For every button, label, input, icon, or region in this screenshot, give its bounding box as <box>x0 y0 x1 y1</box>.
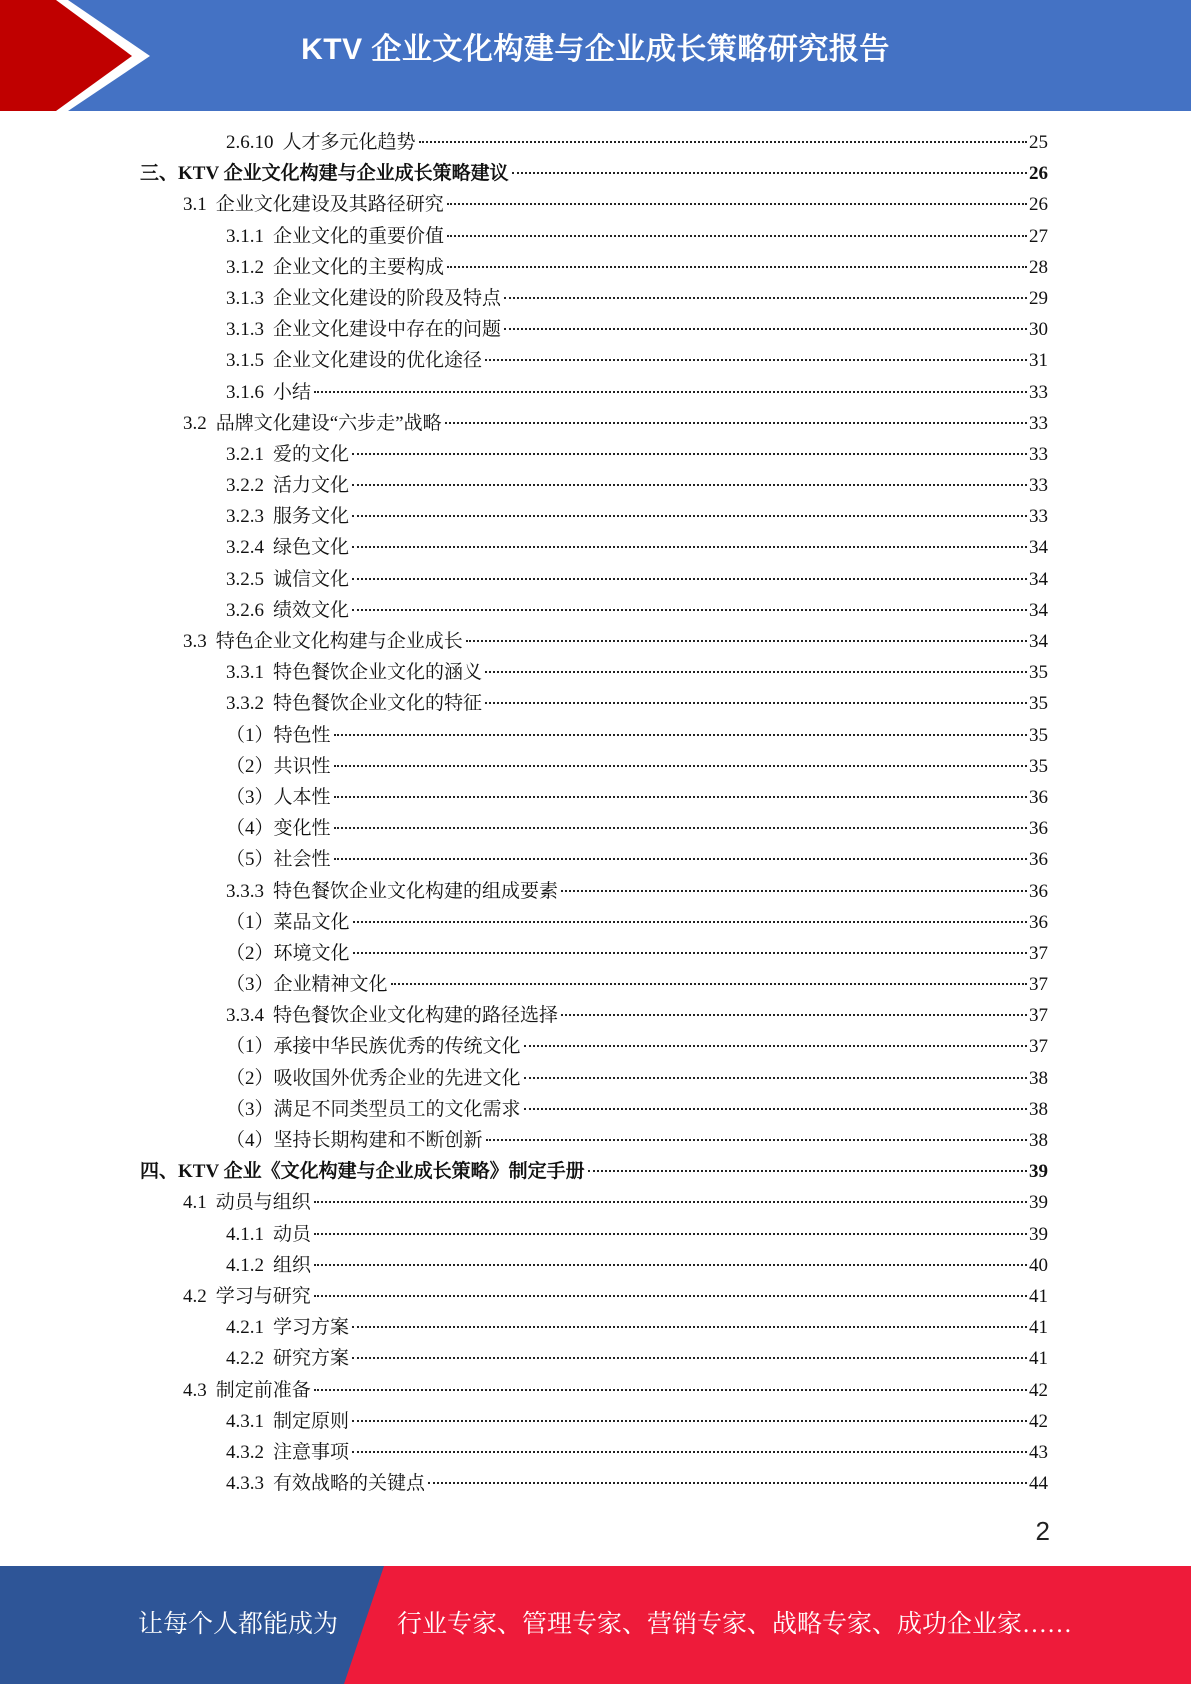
toc-entry[interactable] <box>140 314 1048 345</box>
toc-entry-number: （2） <box>226 942 274 964</box>
toc-entry-page: 33 <box>1029 412 1048 434</box>
toc-entry-title: 特色餐饮企业文化的特征 <box>273 693 483 715</box>
page-footer <box>0 1566 1191 1684</box>
toc-dot-leader <box>352 453 1027 455</box>
toc-dot-leader <box>524 1045 1027 1047</box>
toc-dot-leader <box>561 890 1027 892</box>
toc-entry-page: 31 <box>1029 350 1048 372</box>
toc-entry-title: 满足不同类型员工的文化需求 <box>273 1098 521 1120</box>
toc-dot-leader <box>334 858 1027 860</box>
toc-entry-number: 4.1 <box>183 1192 207 1214</box>
toc-entry[interactable] <box>140 221 1048 252</box>
toc-entry-title: 人本性 <box>273 786 331 808</box>
toc-entry-page: 44 <box>1029 1473 1048 1495</box>
toc-dot-leader <box>486 1139 1027 1141</box>
toc-entry[interactable] <box>140 189 1048 220</box>
toc-entry[interactable] <box>140 252 1048 283</box>
toc-dot-leader <box>314 391 1027 393</box>
toc-entry-page: 35 <box>1029 755 1048 777</box>
toc-entry-number: 3.1 <box>183 194 207 216</box>
toc-entry[interactable] <box>140 501 1048 532</box>
toc-entry-title: 承接中华民族优秀的传统文化 <box>273 1036 521 1058</box>
toc-entry[interactable] <box>140 813 1048 844</box>
toc-entry-number: 2.6.10 <box>226 132 274 153</box>
toc-dot-leader <box>334 796 1027 798</box>
toc-entry-page: 35 <box>1029 724 1048 746</box>
toc-entry[interactable] <box>140 564 1048 595</box>
toc-entry[interactable] <box>140 1375 1048 1406</box>
toc-entry-number: （3） <box>226 786 274 808</box>
toc-entry-number: 4.1.1 <box>226 1223 264 1245</box>
toc-entry-title: 绿色文化 <box>273 537 350 559</box>
toc-dot-leader <box>352 515 1027 517</box>
toc-entry-number: （2） <box>226 1067 274 1089</box>
toc-entry-number: （3） <box>226 1098 274 1120</box>
toc-entry-title: KTV 企业文化构建与企业成长策略建议 <box>178 163 509 185</box>
toc-entry-page: 36 <box>1029 786 1048 808</box>
toc-entry-number: 3.1.3 <box>226 287 264 309</box>
toc-entry-page: 39 <box>1029 1223 1048 1245</box>
toc-entry-page: 42 <box>1029 1410 1048 1432</box>
toc-entry[interactable] <box>140 1437 1048 1468</box>
toc-entry-page: 33 <box>1029 506 1048 528</box>
toc-entry-page: 34 <box>1029 599 1048 621</box>
toc-entry-number: 3.1.1 <box>226 225 264 247</box>
toc-entry[interactable] <box>140 720 1048 751</box>
toc-entry-number: 4.2.1 <box>226 1317 264 1339</box>
toc-entry-page: 39 <box>1029 1161 1048 1183</box>
toc-dot-leader <box>314 1264 1027 1266</box>
toc-entry-page: 27 <box>1029 225 1048 247</box>
toc-entry[interactable] <box>140 876 1048 907</box>
toc-dot-leader <box>485 359 1027 361</box>
toc-entry[interactable] <box>140 1031 1048 1062</box>
toc-dot-leader <box>314 1389 1027 1391</box>
toc-entry-number: （1） <box>226 911 274 933</box>
toc-entry-number: 三、 <box>140 163 179 185</box>
toc-entry[interactable] <box>140 907 1048 938</box>
toc-entry-number: （4） <box>226 1130 274 1151</box>
toc-entry[interactable] <box>140 1312 1048 1343</box>
toc-entry-title: 特色餐饮企业文化构建的组成要素 <box>273 880 559 902</box>
toc-dot-leader <box>352 609 1027 611</box>
toc-entry-number: 四、 <box>140 1161 179 1183</box>
toc-entry[interactable] <box>140 1094 1048 1125</box>
toc-entry-title: 企业文化的主要构成 <box>273 256 445 278</box>
toc-entry-page: 37 <box>1029 942 1048 964</box>
footer-slogan-left: 让每个人都能成为 <box>138 1611 339 1638</box>
toc-entry-page: 34 <box>1029 631 1048 652</box>
toc-entry-page: 36 <box>1029 880 1048 902</box>
toc-entry-number: 4.1.2 <box>226 1254 264 1276</box>
toc-entry-number: （3） <box>226 974 274 996</box>
toc-entry-number: 3.3.2 <box>226 693 264 715</box>
toc-entry-number: 3.3.4 <box>226 1005 264 1027</box>
toc-entry[interactable] <box>140 595 1048 626</box>
toc-dot-leader <box>447 266 1027 268</box>
toc-dot-leader <box>352 1326 1027 1328</box>
toc-dot-leader <box>588 1170 1027 1172</box>
toc-entry-number: 3.1.2 <box>226 256 264 278</box>
toc-entry[interactable] <box>140 1219 1048 1250</box>
toc-entry[interactable] <box>140 844 1048 875</box>
toc-dot-leader <box>447 235 1027 237</box>
toc-entry[interactable] <box>140 657 1048 688</box>
toc-entry[interactable] <box>140 1000 1048 1031</box>
toc-entry-page: 41 <box>1029 1317 1048 1339</box>
toc-entry-title: 变化性 <box>273 818 331 840</box>
toc-entry[interactable] <box>140 1281 1048 1312</box>
toc-dot-leader <box>428 1482 1027 1484</box>
toc-entry-title: 品牌文化建设“六步走”战略 <box>215 412 442 434</box>
toc-entry-page: 40 <box>1029 1254 1048 1276</box>
toc-entry-title: 学习方案 <box>273 1317 350 1339</box>
toc-entry-title: 组织 <box>273 1254 312 1276</box>
toc-dot-leader <box>512 172 1027 174</box>
toc-entry-page: 38 <box>1029 1067 1048 1089</box>
toc-dot-leader <box>314 1201 1027 1203</box>
toc-dot-leader <box>314 1233 1027 1235</box>
toc-entry-number: 4.3 <box>183 1379 207 1401</box>
toc-entry-page: 41 <box>1029 1285 1048 1307</box>
toc-entry[interactable] <box>140 439 1048 470</box>
toc-entry-title: 研究方案 <box>273 1348 350 1370</box>
toc-dot-leader <box>334 734 1027 736</box>
toc-entry-page: 36 <box>1029 818 1048 840</box>
toc-entry-page: 39 <box>1029 1192 1048 1214</box>
toc-dot-leader <box>334 765 1027 767</box>
toc-entry-number: 3.2.5 <box>226 568 264 590</box>
toc-entry[interactable] <box>140 751 1048 782</box>
toc-dot-leader <box>353 952 1027 954</box>
toc-entry[interactable] <box>140 626 1048 657</box>
toc-entry-number: （1） <box>226 724 274 746</box>
toc-entry-number: 3.3.1 <box>226 662 264 684</box>
toc-entry-title: 坚持长期构建和不断创新 <box>273 1130 483 1151</box>
toc-entry-number: 3.3.3 <box>226 880 264 902</box>
page-number: 2 <box>1035 1516 1050 1546</box>
toc-entry[interactable] <box>140 1343 1048 1374</box>
toc-entry-page: 28 <box>1029 256 1048 278</box>
toc-dot-leader <box>352 546 1027 548</box>
toc-entry-page: 38 <box>1029 1130 1048 1151</box>
toc-entry-page: 37 <box>1029 1005 1048 1027</box>
toc-entry-page: 35 <box>1029 662 1048 684</box>
toc-entry[interactable] <box>140 127 1048 158</box>
toc-entry-page: 29 <box>1029 287 1048 309</box>
toc-entry-page: 41 <box>1029 1348 1048 1370</box>
toc-entry-number: 4.3.3 <box>226 1473 264 1495</box>
toc-entry[interactable] <box>140 377 1048 408</box>
toc-entry-title: 企业文化建设中存在的问题 <box>273 319 502 341</box>
report-title: KTV 企业文化构建与企业成长策略研究报告 <box>301 33 890 66</box>
toc-entry[interactable] <box>140 1156 1048 1187</box>
toc-entry-title: 制定原则 <box>273 1410 350 1432</box>
toc-entry[interactable] <box>140 1468 1048 1499</box>
toc-entry-number: 3.1.5 <box>226 350 264 372</box>
toc-dot-leader <box>352 578 1027 580</box>
toc-entry[interactable] <box>140 688 1048 719</box>
toc-dot-leader <box>445 422 1027 424</box>
toc-entry-title: 制定前准备 <box>215 1379 311 1401</box>
toc-entry-title: 企业文化建设的优化途径 <box>273 350 483 372</box>
footer-slogan-right: 行业专家、管理专家、营销专家、战略专家、成功企业家…… <box>397 1611 1073 1638</box>
toc-dot-leader <box>352 484 1027 486</box>
toc-entry-title: 企业文化的重要价值 <box>273 225 445 247</box>
toc-entry-page: 26 <box>1029 163 1048 185</box>
toc-entry-title: 动员与组织 <box>215 1192 311 1214</box>
toc-entry-title: 共识性 <box>273 755 331 777</box>
toc-dot-leader <box>352 1357 1027 1359</box>
toc-entry-number: 3.1.3 <box>226 319 264 341</box>
toc-entry[interactable] <box>140 408 1048 439</box>
toc-entry-number: 4.2.2 <box>226 1348 264 1370</box>
toc-entry-page: 42 <box>1029 1379 1048 1401</box>
toc-entry-number: 3.2.1 <box>226 443 264 465</box>
toc-dot-leader <box>419 141 1027 143</box>
toc-entry-title: 服务文化 <box>273 506 350 528</box>
toc-entry-title: 环境文化 <box>273 942 350 964</box>
toc-entry-title: 菜品文化 <box>273 911 350 933</box>
toc-entry[interactable] <box>140 1063 1048 1094</box>
toc-entry-page: 34 <box>1029 537 1048 559</box>
toc-entry[interactable] <box>140 345 1048 376</box>
toc-entry-page: 36 <box>1029 911 1048 933</box>
toc-entry-title: 有效战略的关键点 <box>273 1473 426 1495</box>
page-header <box>0 0 1191 111</box>
toc-entry-page: 37 <box>1029 1036 1048 1058</box>
toc-entry-page: 36 <box>1029 849 1048 871</box>
toc-entry-page: 38 <box>1029 1098 1048 1120</box>
toc-entry-page: 37 <box>1029 974 1048 996</box>
toc-dot-leader <box>352 1451 1027 1453</box>
toc-entry-title: 特色餐饮企业文化构建的路径选择 <box>273 1005 559 1027</box>
toc-entry-page: 43 <box>1029 1441 1048 1463</box>
toc-entry-title: 企业文化建设的阶段及特点 <box>273 287 502 309</box>
toc-entry[interactable] <box>140 158 1048 189</box>
toc-entry-title: 企业精神文化 <box>273 974 388 996</box>
toc-entry-title: KTV 企业《文化构建与企业成长策略》制定手册 <box>178 1161 585 1183</box>
table-of-contents <box>140 127 1048 1499</box>
toc-entry-page: 34 <box>1029 568 1048 590</box>
toc-entry-title: 活力文化 <box>273 475 350 497</box>
toc-dot-leader <box>524 1077 1027 1079</box>
toc-entry[interactable] <box>140 470 1048 501</box>
toc-entry-page: 33 <box>1029 443 1048 465</box>
toc-entry-title: 吸收国外优秀企业的先进文化 <box>273 1067 521 1089</box>
toc-entry-page: 30 <box>1029 319 1048 341</box>
toc-entry-title: 爱的文化 <box>273 443 350 465</box>
toc-entry-number: 3.2.4 <box>226 537 264 559</box>
toc-entry[interactable] <box>140 1125 1048 1156</box>
toc-entry-number: （5） <box>226 849 274 871</box>
toc-entry-page: 35 <box>1029 693 1048 715</box>
toc-entry-number: 3.2.2 <box>226 475 264 497</box>
toc-entry-number: 3.2.3 <box>226 506 264 528</box>
toc-entry-title: 小结 <box>273 381 312 403</box>
toc-entry-number: 4.3.2 <box>226 1441 264 1463</box>
toc-dot-leader <box>504 297 1027 299</box>
toc-entry-number: （1） <box>226 1036 274 1058</box>
toc-entry-page: 26 <box>1029 194 1048 216</box>
toc-dot-leader <box>314 1295 1027 1297</box>
toc-entry-title: 人才多元化趋势 <box>282 132 416 153</box>
toc-entry-title: 绩效文化 <box>273 599 350 621</box>
toc-dot-leader <box>504 328 1027 330</box>
toc-dot-leader <box>466 640 1027 642</box>
toc-entry-title: 动员 <box>273 1223 312 1245</box>
toc-entry-number: 3.3 <box>183 631 207 652</box>
toc-dot-leader <box>391 983 1027 985</box>
toc-entry[interactable] <box>140 532 1048 563</box>
toc-dot-leader <box>447 203 1027 205</box>
toc-entry-number: 3.2.6 <box>226 599 264 621</box>
toc-entry-title: 注意事项 <box>273 1441 350 1463</box>
toc-dot-leader <box>334 827 1027 829</box>
toc-entry[interactable] <box>140 1187 1048 1218</box>
toc-entry[interactable] <box>140 1250 1048 1281</box>
toc-entry-number: 4.2 <box>183 1285 207 1307</box>
toc-entry-page: 33 <box>1029 381 1048 403</box>
toc-entry-title: 特色餐饮企业文化的涵义 <box>273 662 483 684</box>
toc-entry-title: 社会性 <box>273 849 331 871</box>
toc-dot-leader <box>485 671 1027 673</box>
toc-dot-leader <box>524 1108 1027 1110</box>
toc-entry-title: 学习与研究 <box>215 1285 311 1307</box>
toc-entry-title: 诚信文化 <box>273 568 350 590</box>
toc-entry-page: 25 <box>1029 132 1048 153</box>
toc-dot-leader <box>485 702 1027 704</box>
toc-entry-number: 4.3.1 <box>226 1410 264 1432</box>
toc-entry[interactable] <box>140 782 1048 813</box>
toc-dot-leader <box>352 1420 1027 1422</box>
toc-entry[interactable] <box>140 283 1048 314</box>
toc-entry[interactable] <box>140 938 1048 969</box>
toc-entry[interactable] <box>140 1406 1048 1437</box>
toc-entry-number: （4） <box>226 818 274 840</box>
toc-entry-number: （2） <box>226 755 274 777</box>
toc-entry-number: 3.1.6 <box>226 381 264 403</box>
toc-entry-number: 3.2 <box>183 412 207 434</box>
toc-entry-title: 特色企业文化构建与企业成长 <box>215 631 463 652</box>
toc-entry-title: 特色性 <box>273 724 331 746</box>
toc-entry[interactable] <box>140 969 1048 1000</box>
toc-dot-leader <box>353 921 1027 923</box>
toc-entry-page: 33 <box>1029 475 1048 497</box>
toc-dot-leader <box>561 1014 1027 1016</box>
toc-entry-title: 企业文化建设及其路径研究 <box>215 194 444 216</box>
